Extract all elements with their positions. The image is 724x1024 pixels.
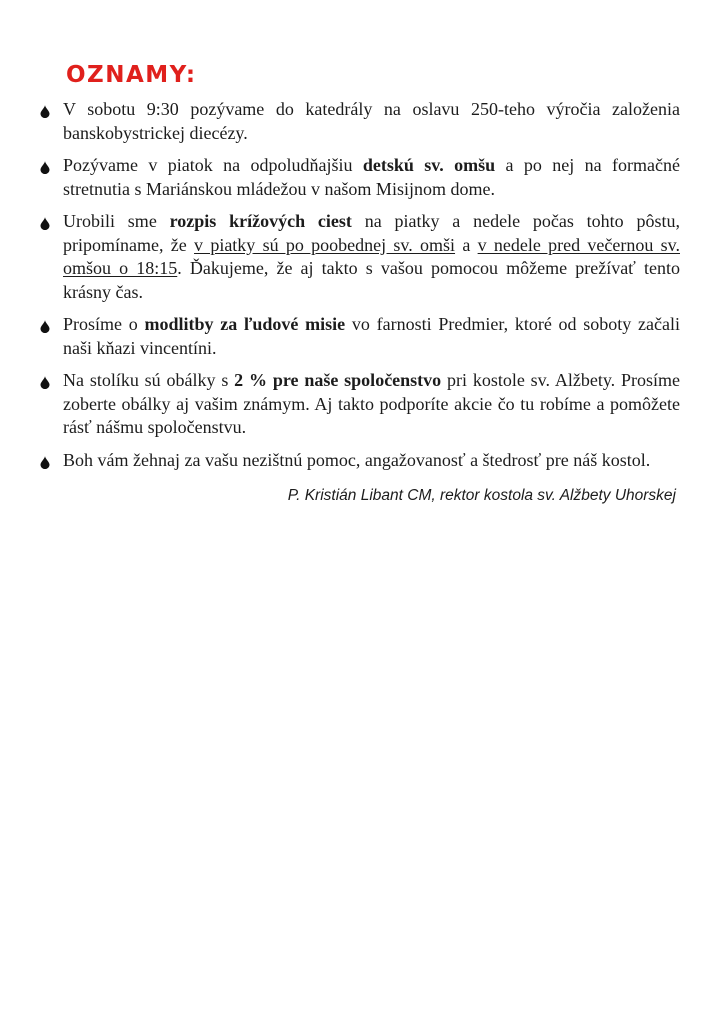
announcement-list [40, 98, 680, 481]
item-text: V sobotu 9:30 pozývame do katedrály na oslavu 250-teho výročia založenia banskobystrickej diecézy. [63, 99, 680, 143]
list-item [40, 210, 680, 304]
item-text: Prosíme o [63, 314, 145, 334]
list-item [40, 369, 680, 440]
list-item [40, 449, 680, 473]
droplet-icon [40, 320, 50, 333]
item-text: . Ďakujeme, že aj takto s vašou pomocou môžeme prežívať tento krásny čas. [63, 258, 680, 302]
emphasis-text: rozpis krížových ciest [169, 211, 352, 231]
droplet-icon [40, 376, 50, 389]
item-text: pri kostole sv. Alžbety. Prosíme zoberte obálky aj vašim známym. Aj takto podporíte akcie čo tu robíme a pomôžete rásť nášmu spoločenstvu. [63, 370, 680, 437]
list-item [40, 154, 680, 201]
item-text: Boh vám žehnaj za vašu nezištnú pomoc, angažovanosť a štedrosť pre náš kostol. [63, 449, 651, 470]
item-text: vo farnosti Predmier, ktoré od soboty začali naši kňazi vincentíni. [63, 314, 680, 358]
item-text: Na stolíku sú obálky s [63, 370, 235, 390]
droplet-icon [40, 217, 50, 230]
underlined-text: v nedele pred večernou sv. omšou o 18:15 [63, 234, 680, 278]
list-item [40, 98, 680, 145]
list-item [40, 313, 680, 360]
emphasis-text: modlitby za ľudové misie [144, 314, 346, 334]
droplet-icon [40, 105, 50, 118]
droplet-icon [40, 456, 50, 469]
signature: P. Kristián Libant CM, rektor kostola sv. Alžbety Uhorskej [287, 487, 676, 504]
item-text: a [455, 234, 478, 255]
page-title: OZNAMY: [66, 62, 197, 88]
emphasis-text: 2 % pre naše spoločenstvo [234, 370, 442, 390]
item-text: Pozývame v piatok na odpoludňajšiu [63, 155, 363, 175]
item-text: Urobili sme [63, 211, 170, 231]
item-text: a po nej na formačné stretnutia s Mariánskou mládežou v našom Misijnom dome. [63, 155, 680, 199]
emphasis-text: detskú sv. omšu [362, 155, 496, 175]
droplet-icon [40, 161, 50, 174]
underlined-text: v piatky sú po poobednej sv. omši [194, 234, 456, 255]
item-text: na piatky a nedele počas tohto pôstu, pripomíname, že [63, 211, 680, 255]
